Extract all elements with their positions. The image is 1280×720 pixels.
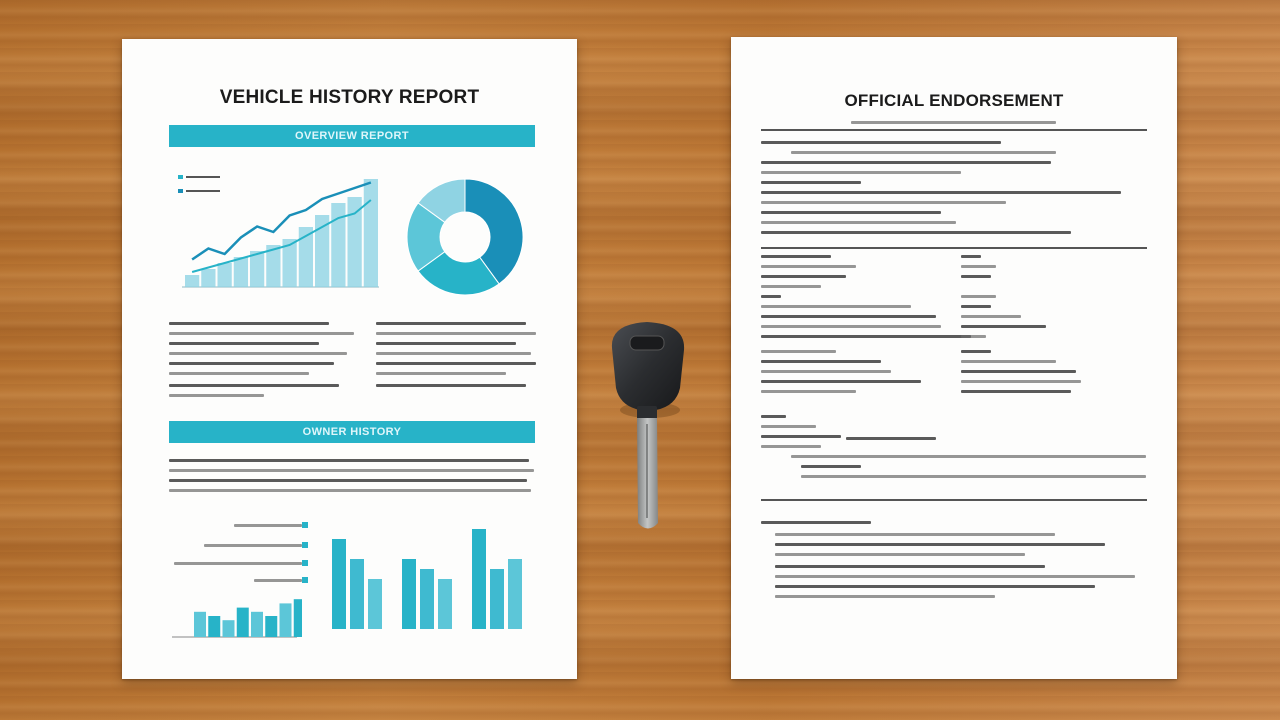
grouped-bar bbox=[508, 559, 522, 629]
small-bar bbox=[265, 616, 277, 637]
small-bar bbox=[208, 616, 220, 637]
area-bar bbox=[315, 215, 329, 287]
grouped-bar bbox=[438, 579, 452, 629]
report-title: VEHICLE HISTORY REPORT bbox=[219, 87, 480, 108]
divider-2 bbox=[761, 247, 1147, 249]
divider-1 bbox=[761, 129, 1147, 131]
small-bar bbox=[294, 599, 302, 637]
small-bar-chart bbox=[172, 587, 302, 647]
donut-chart bbox=[405, 177, 525, 297]
small-bar bbox=[280, 603, 292, 637]
owner-history-banner: OWNER HISTORY bbox=[169, 421, 535, 443]
grouped-bar bbox=[332, 539, 346, 629]
area-bar bbox=[234, 257, 248, 287]
grouped-bar bbox=[472, 529, 486, 629]
area-bar bbox=[185, 275, 199, 287]
key-collar bbox=[637, 406, 657, 420]
small-bar bbox=[251, 612, 263, 637]
official-endorsement-document bbox=[731, 37, 1177, 679]
small-bar bbox=[223, 620, 235, 637]
vehicle-history-report-document bbox=[122, 39, 577, 679]
area-bar bbox=[218, 263, 232, 287]
overview-banner: OVERVIEW REPORT bbox=[169, 125, 535, 147]
endorsement-title: OFFICIAL ENDORSEMENT bbox=[844, 91, 1064, 110]
legend-text-2 bbox=[186, 190, 220, 192]
area-bar bbox=[201, 269, 215, 287]
legend-swatch-2 bbox=[178, 189, 183, 193]
grouped-bar bbox=[402, 559, 416, 629]
car-key bbox=[600, 318, 695, 538]
small-bar bbox=[194, 612, 206, 637]
grouped-bar bbox=[420, 569, 434, 629]
grouped-bar-chart bbox=[327, 524, 537, 634]
small-bar bbox=[237, 608, 249, 637]
key-head bbox=[612, 322, 684, 410]
trend-area-chart bbox=[164, 169, 384, 299]
key-ring-hole bbox=[630, 336, 664, 350]
grouped-bar bbox=[368, 579, 382, 629]
grouped-bar bbox=[490, 569, 504, 629]
area-bar bbox=[364, 179, 378, 287]
legend-text-1 bbox=[186, 176, 220, 178]
grouped-bar bbox=[350, 559, 364, 629]
legend-swatch-1 bbox=[178, 175, 183, 179]
divider-3 bbox=[761, 499, 1147, 501]
